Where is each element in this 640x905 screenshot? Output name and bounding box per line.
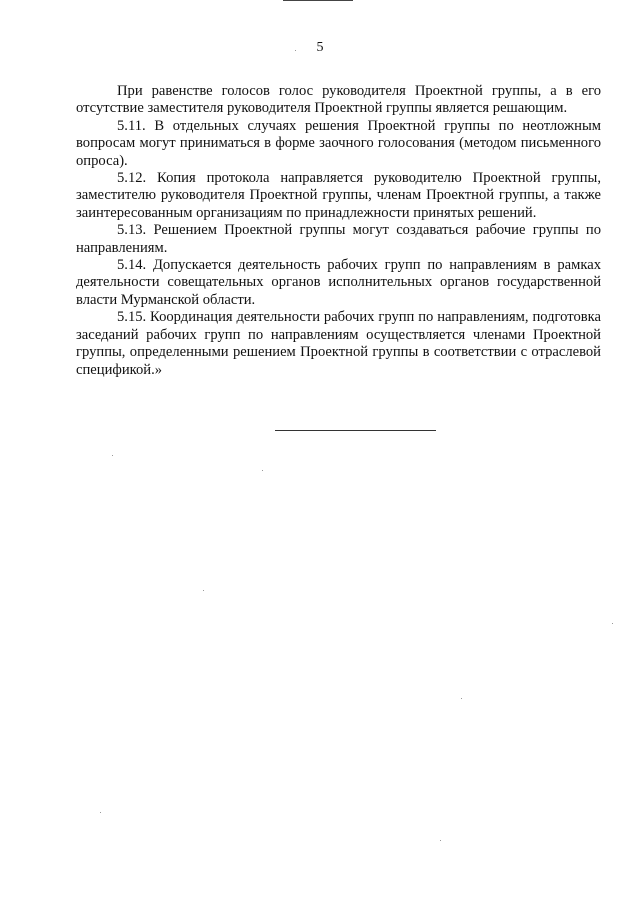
paragraph-5-14: 5.14. Допускается деятельность рабочих групп по направлениям в рамках деятельности совещательных органов исполнительных органов государственной власти Мурманской области. bbox=[76, 257, 601, 308]
scan-speck bbox=[112, 455, 113, 456]
paragraph-5-11: 5.11. В отдельных случаях решения Проектной группы по неотложным вопросам могут приниматься в форме заочного голосования (методом письменного опроса). bbox=[76, 117, 601, 169]
top-rule bbox=[283, 0, 353, 1]
scan-speck bbox=[262, 470, 263, 471]
scan-speck bbox=[100, 812, 101, 813]
paragraph-5-13: 5.13. Решением Проектной группы могут создаваться рабочие группы по направлениям. bbox=[76, 222, 601, 256]
document-body bbox=[76, 83, 601, 379]
paragraph-5-15: 5.15. Координация деятельности рабочих групп по направлениям, подготовка заседаний рабочих групп по направлениям осуществляется членами Проектной группы, определенными решением Проектной группы в соответствии с отраслевой спецификой.» bbox=[76, 309, 601, 378]
paragraph-5-12: 5.12. Копия протокола направляется руководителю Проектной группы, заместителю руководителя Проектной группы, членам Проектной группы, а также заинтересованным организациям по принадлежности принятых решений. bbox=[76, 170, 601, 221]
scan-speck bbox=[461, 698, 462, 699]
closing-divider bbox=[275, 430, 436, 431]
scan-speck bbox=[440, 840, 441, 841]
scan-speck bbox=[203, 590, 204, 591]
paragraph-voting-tie: При равенстве голосов голос руководителя Проектной группы, а в его отсутствие заместителя руководителя Проектной группы является решающим. bbox=[76, 83, 601, 117]
scan-speck bbox=[295, 50, 296, 51]
page-number: 5 bbox=[316, 40, 324, 55]
scan-speck bbox=[612, 623, 613, 624]
